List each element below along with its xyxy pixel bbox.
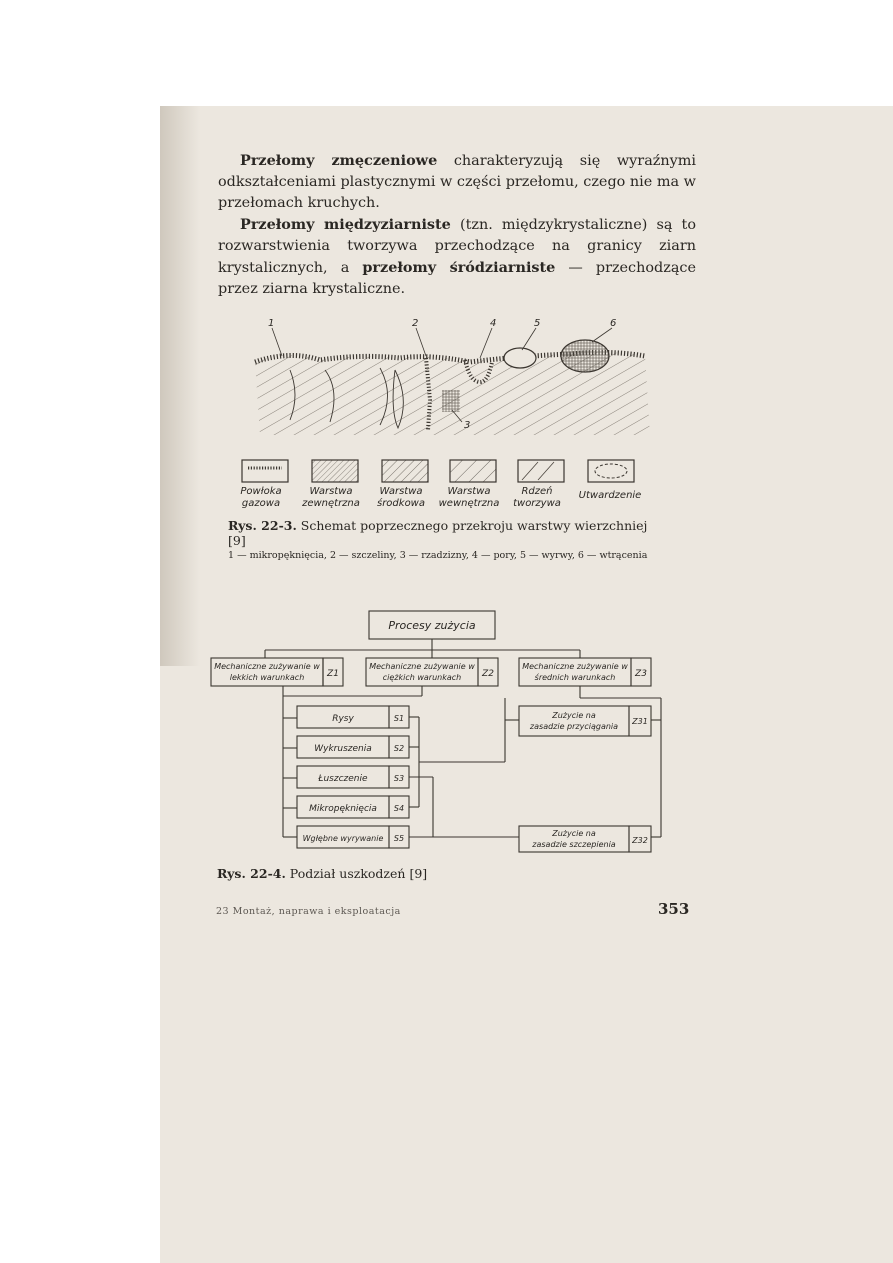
z1-label-line2: lekkich warunkach <box>229 673 305 682</box>
z3-label-line2: średnich warunkach <box>534 673 616 682</box>
label-4: 4 <box>490 318 497 329</box>
code-s5: S5 <box>393 834 405 843</box>
right-item-1-line2: zasadzie przyciągania <box>529 722 619 731</box>
figure-22-4-caption <box>217 866 617 881</box>
label-2: 2 <box>412 318 419 329</box>
label-1: 1 <box>268 318 275 329</box>
figure-22-4-number: Rys. 22-4. <box>217 866 286 881</box>
z2-label-line1: Mechaniczne zużywanie w <box>369 662 475 671</box>
legend-text-inner: Warstwa wewnętrzna <box>438 486 500 509</box>
term-intergranular: Przełomy międzyziarniste <box>240 216 451 233</box>
porosity-patch <box>442 390 460 412</box>
item-mikropekniecia: Mikropęknięcia <box>309 804 377 814</box>
z3-code: Z3 <box>635 669 647 679</box>
cavity <box>504 348 536 368</box>
item-rysy: Rysy <box>332 714 354 724</box>
code-s1: S1 <box>393 714 405 723</box>
figure-22-3-caption <box>228 518 658 548</box>
legend-box-core <box>518 460 564 482</box>
legend <box>238 458 648 484</box>
item-wglebne: Wgłębne wyrywanie <box>302 834 384 843</box>
surface-layer-figure <box>230 310 670 440</box>
legend-text-outer: Warstwa zewnętrzna <box>302 486 360 509</box>
wear-diagram <box>205 608 665 858</box>
right-item-2-line1: Zużycie na <box>552 829 596 838</box>
code-z32: Z32 <box>632 836 648 845</box>
figure-22-3-key: 1 — mikropęknięcia, 2 — szczeliny, 3 — rzadzizny, 4 — pory, 5 — wyrwy, 6 — wtrącenia <box>228 550 648 561</box>
right-item-1-line1: Zużycie na <box>552 711 596 720</box>
page-number: 353 <box>658 900 690 918</box>
z2-code: Z2 <box>482 669 494 679</box>
label-3: 3 <box>464 420 471 431</box>
legend-text-middle: Warstwa środkowa <box>376 486 425 509</box>
item-wykruszenia: Wykruszenia <box>314 744 372 754</box>
paragraph-1 <box>218 150 696 214</box>
figure-22-3-number: Rys. 22-3. <box>228 518 297 533</box>
legend-box-middle <box>382 460 428 482</box>
inclusion <box>561 340 609 372</box>
paragraph-2 <box>218 214 696 300</box>
paragraph-2-text: (tzn. międzykrystaliczne) są to rozwarstwienia tworzywa przechodzące na granicy ziarn krystalicznych, a <box>218 217 696 276</box>
term-fatigue-fracture: Przełomy zmęczeniowe <box>240 152 438 169</box>
z2-label-line2: ciężkich warunkach <box>382 673 462 682</box>
item-luszczenie: Łuszczenie <box>318 774 368 784</box>
z1-code: Z1 <box>327 669 339 679</box>
code-s2: S2 <box>393 744 405 753</box>
code-s3: S3 <box>393 774 405 783</box>
legend-box-gas <box>242 460 288 482</box>
z1-label-line1: Mechaniczne zużywanie w <box>214 662 320 671</box>
code-z31: Z31 <box>632 717 648 726</box>
legend-text-core: Rdzeń tworzywa <box>513 486 561 509</box>
legend-text-gas: Powłoka gazowa <box>240 486 282 509</box>
right-item-2-line2: zasadzie szczepienia <box>532 840 616 849</box>
legend-text-hardening: Utwardzenie <box>578 490 642 501</box>
procesy-label: Procesy zużycia <box>388 619 476 632</box>
figure-22-3-title: Schemat poprzecznego przekroju warstwy wierzchniej [9] <box>228 518 648 548</box>
body-text <box>218 150 696 300</box>
label-5: 5 <box>534 318 541 329</box>
paragraph-2-end: — przechodzące przez ziarna krystaliczne. <box>218 260 696 297</box>
legend-box-outer <box>312 460 358 482</box>
legend-box-inner <box>450 460 496 482</box>
z3-label-line1: Mechaniczne zużywanie w <box>522 662 628 671</box>
paragraph-1-text: charakteryzują się wyraźnymi odkształceniami plastycznymi w części przełomu, czego nie ma w przełomach kruchych. <box>218 153 696 211</box>
figure-22-4-title: Podział uszkodzeń [9] <box>285 866 428 881</box>
page-shadow <box>160 106 200 666</box>
code-s4: S4 <box>393 804 405 813</box>
footer-signature: 23 Montaż, naprawa i eksploatacja <box>216 906 401 917</box>
term-transgranular: przełomy śródziarniste <box>362 259 556 276</box>
label-6: 6 <box>610 318 617 329</box>
